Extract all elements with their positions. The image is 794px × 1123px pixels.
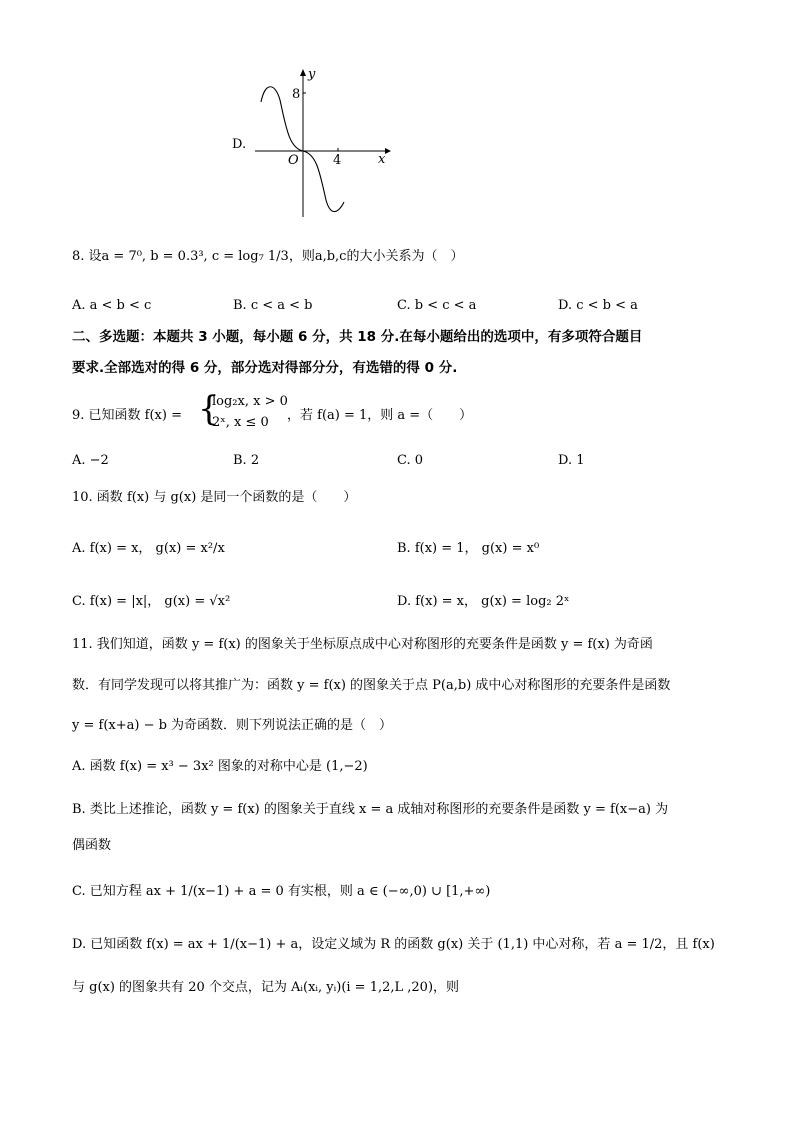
section-2-heading-line2: 要求.全部选对的得 6 分，部分选对得部分分，有选错的得 0 分.: [72, 360, 458, 376]
q8-option-a: A. a < b < c: [72, 298, 152, 313]
q9-suffix: ，若 f(a) = 1，则 a =（ ）: [287, 408, 473, 423]
q11-option-b-line1: B. 类比上述推论，函数 y = f(x) 的图象关于直线 x = a 成轴对称图形的充要条件是函数 y = f(x−a) 为: [72, 802, 669, 817]
q8-option-c: C. b < c < a: [397, 298, 477, 313]
question-11-line3: y = f(x+a) − b 为奇函数．则下列说法正确的是（ ）: [72, 718, 393, 733]
graph-option-label: D.: [232, 137, 247, 152]
section-2-heading-line1: 二、多选题：本题共 3 小题，每小题 6 分，共 18 分.在每小题给出的选项中，有多项符合题目: [72, 329, 643, 345]
q11-option-c: C. 已知方程 ax + 1/(x−1) + a = 0 有实根，则 a ∈ (−∞,0) ∪ [1,+∞): [72, 884, 491, 899]
q11-option-a: A. 函数 f(x) = x³ − 3x² 图象的对称中心是 (1,−2): [72, 759, 368, 774]
x-axis-arrow: [385, 148, 391, 154]
x-tick-label: 4: [333, 153, 342, 168]
q10-option-d: D. f(x) = x， g(x) = log₂ 2ˣ: [397, 594, 570, 609]
q9-case-1: log₂x, x > 0: [212, 394, 288, 409]
q8-option-d: D. c < b < a: [558, 298, 638, 313]
question-11-line2: 数．有同学发现可以将其推广为：函数 y = f(x) 的图象关于点 P(a,b) 成中心对称图形的充要条件是函数: [72, 678, 671, 693]
x-axis-label: x: [378, 152, 386, 167]
y-axis-label: y: [308, 67, 316, 82]
graph-option-d: [225, 62, 395, 222]
q9-option-a: A. −2: [72, 453, 109, 468]
q11-option-b-line2: 偶函数: [72, 838, 112, 853]
q9-brace: {: [198, 389, 220, 429]
q9-prefix: 9. 已知函数 f(x) =: [72, 408, 182, 423]
question-10-stem: 10. 函数 f(x) 与 g(x) 是同一个函数的是（ ）: [72, 490, 357, 505]
q9-option-b: B. 2: [233, 453, 260, 468]
q9-case-2: 2ˣ, x ≤ 0: [212, 415, 269, 430]
function-graph: [225, 62, 395, 222]
y-axis-arrow: [300, 69, 306, 76]
q11-option-d-line2: 与 g(x) 的图象共有 20 个交点，记为 Aᵢ(xᵢ, yᵢ)(i = 1,2,L ,20)，则: [72, 980, 460, 995]
q9-option-c: C. 0: [397, 453, 424, 468]
q9-option-d: D. 1: [558, 453, 585, 468]
question-11-line1: 11. 我们知道，函数 y = f(x) 的图象关于坐标原点成中心对称图形的充要条件是函数 y = f(x) 为奇函: [72, 637, 653, 652]
origin-label: O: [288, 153, 299, 168]
y-tick-label: 8: [292, 87, 301, 102]
q11-option-d-line1: D. 已知函数 f(x) = ax + 1/(x−1) + a，设定义域为 R 的函数 g(x) 关于 (1,1) 中心对称，若 a = 1/2，且 f(x): [72, 937, 715, 952]
q8-option-b: B. c < a < b: [233, 298, 313, 313]
question-8-stem: 8. 设a = 7⁰, b = 0.3³, c = log₇ 1/3，则a,b,c的大小关系为（ ）: [72, 249, 464, 264]
q10-option-b: B. f(x) = 1， g(x) = x⁰: [397, 541, 540, 556]
q10-option-c: C. f(x) = |x|， g(x) = √x²: [72, 594, 231, 609]
q10-option-a: A. f(x) = x， g(x) = x²/x: [72, 541, 225, 556]
